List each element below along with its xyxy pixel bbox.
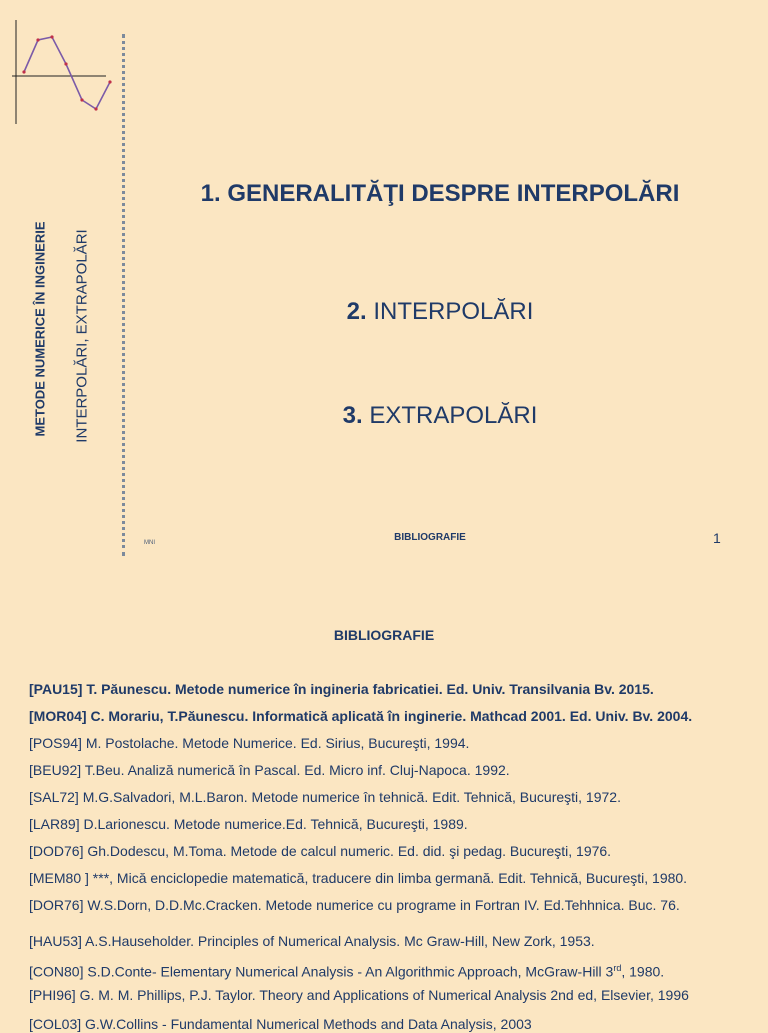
- reference-text: ***, Mică enciclopedie matematică, traducere din limba germană. Edit. Tehnică, Bucureşti, 1980.: [92, 870, 688, 886]
- page-number: 1: [713, 530, 721, 546]
- reference-key: [PAU15]: [29, 681, 83, 697]
- reference-text: W.S.Dorn, D.D.Mc.Cracken. Metode numerice cu programe in Fortran IV. Ed.Tehhnica. Buc. 76.: [87, 897, 680, 913]
- reference-text: T.Beu. Analiză numerică în Pascal. Ed. Micro inf. Cluj-Napoca. 1992.: [84, 762, 510, 778]
- reference-key: [LAR89]: [29, 816, 80, 832]
- reference-text: Gh.Dodescu, M.Toma. Metode de calcul numeric. Ed. did. şi pedag. Bucureşti, 1976.: [87, 843, 612, 859]
- reference-item: [29, 1015, 532, 1033]
- reference-text: M.G.Salvadori, M.L.Baron. Metode numerice în tehnică. Edit. Tehnică, Bucureşti, 1972.: [82, 789, 621, 805]
- reference-superscript: rd: [613, 963, 622, 973]
- menu-number: 3.: [342, 402, 363, 429]
- reference-key: [SAL72]: [29, 789, 79, 805]
- menu-number: 1.: [200, 180, 221, 207]
- reference-text: T. Păunescu. Metode numerice în ingineria fabricatiei. Ed. Univ. Transilvania Bv. 2015.: [86, 681, 654, 697]
- bibliography-link[interactable]: BIBLIOGRAFIE: [394, 532, 466, 543]
- sine-wave-logo-icon: [12, 20, 112, 128]
- menu-item-generalitati[interactable]: [130, 180, 750, 208]
- reference-item: [29, 680, 654, 698]
- reference-item: [29, 932, 595, 950]
- menu-item-interpolari[interactable]: [130, 298, 750, 326]
- reference-item: [29, 896, 680, 914]
- menu-number: 2.: [346, 298, 367, 325]
- reference-key: [PHI96]: [29, 987, 76, 1003]
- reference-item: [29, 869, 687, 887]
- footer-abbreviation: MNI: [144, 540, 155, 546]
- divider-line: [122, 34, 125, 556]
- reference-key: [MOR04]: [29, 708, 87, 724]
- reference-key: [DOD76]: [29, 843, 84, 859]
- reference-key: [CON80]: [29, 963, 84, 980]
- reference-item: [29, 986, 689, 1004]
- reference-item: [29, 707, 692, 725]
- reference-item: [29, 959, 664, 981]
- reference-text: C. Morariu, T.Păunescu. Informatică aplicată în inginerie. Mathcad 2001. Ed. Univ. Bv. 2004.: [90, 708, 693, 724]
- reference-key: [DOR76]: [29, 897, 84, 913]
- reference-text: A.S.Hauseholder. Principles of Numerical Analysis. Mc Graw-Hill, New Zork, 1953.: [85, 933, 595, 949]
- reference-item: [29, 842, 611, 860]
- reference-text: M. Postolache. Metode Numerice. Ed. Sirius, Bucureşti, 1994.: [85, 735, 470, 751]
- reference-key: [POS94]: [29, 735, 82, 751]
- course-title: METODE NUMERICE ÎN INGINERIE: [32, 221, 48, 437]
- reference-item: [29, 788, 621, 806]
- reference-key: [HAU53]: [29, 933, 82, 949]
- reference-text: S.D.Conte- Elementary Numerical Analysis - An Algorithmic Approach, McGraw-Hill 3: [87, 963, 614, 980]
- bibliography-title: BIBLIOGRAFIE: [333, 627, 435, 643]
- topic-title: INTERPOLĂRI, EXTRAPOLĂRI: [73, 229, 91, 443]
- reference-item: [29, 734, 469, 752]
- menu-label: INTERPOLĂRI: [373, 298, 534, 325]
- reference-text: D.Larionescu. Metode numerice.Ed. Tehnică, Bucureşti, 1989.: [83, 816, 468, 832]
- reference-key: [MEM80 ]: [29, 870, 89, 886]
- menu-item-extrapolari[interactable]: [130, 402, 750, 430]
- menu-label: EXTRAPOLĂRI: [369, 402, 538, 429]
- reference-key: [COL03]: [29, 1016, 82, 1032]
- menu-label: GENERALITĂŢI DESPRE INTERPOLĂRI: [227, 180, 680, 207]
- reference-tail: , 1980.: [621, 963, 665, 980]
- reference-key: [BEU92]: [29, 762, 82, 778]
- reference-item: [29, 761, 510, 779]
- reference-text: G.W.Collins - Fundamental Numerical Methods and Data Analysis, 2003: [85, 1016, 532, 1032]
- reference-text: G. M. M. Phillips, P.J. Taylor. Theory and Applications of Numerical Analysis 2nd ed, Elsevier, 1996: [79, 987, 689, 1003]
- reference-item: [29, 815, 468, 833]
